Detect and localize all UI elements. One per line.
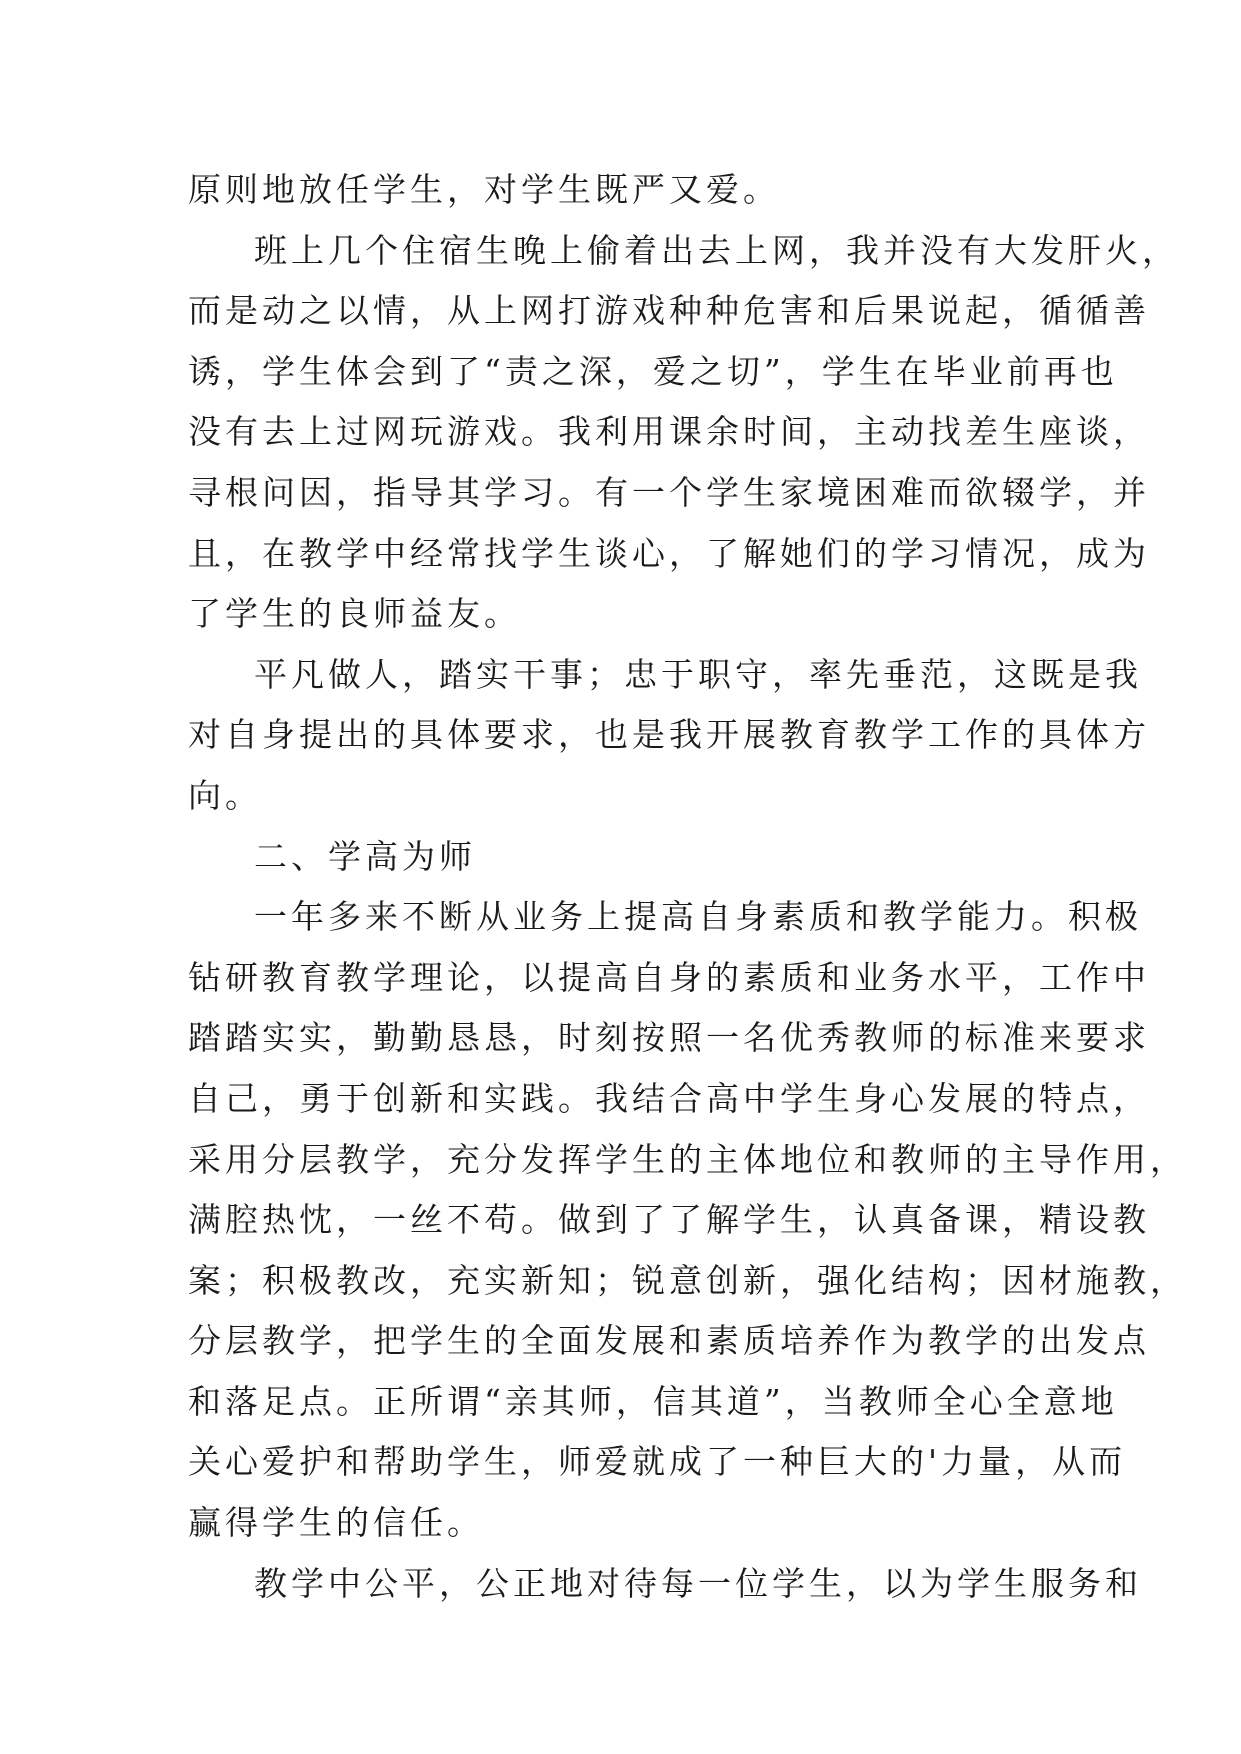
text-line: 寻根问因，指导其学习。有一个学生家境困难而欲辍学，并 [188, 472, 1150, 512]
text-line: 踏踏实实，勤勤恳恳，时刻按照一名优秀教师的标准来要求 [188, 1018, 1150, 1058]
text-line: 向。 [188, 775, 262, 815]
text-line: 二、学高为师 [254, 836, 476, 876]
text-line: 班上几个住宿生晚上偷着出去上网，我并没有大发肝火， [254, 230, 1179, 270]
text-line: 自己，勇于创新和实践。我结合高中学生身心发展的特点， [188, 1078, 1150, 1118]
text-line: 原则地放任学生，对学生既严又爱。 [188, 170, 780, 209]
text-line: 而是动之以情，从上网打游戏种种危害和后果说起，循循善 [188, 291, 1150, 331]
text-line: 和落足点。正所谓“亲其师，信其道”，当教师全心全意地 [188, 1381, 1118, 1421]
text-line: 关心爱护和帮助学生，师爱就成了一种巨大的'力量，从而 [188, 1442, 1127, 1482]
text-line: 诱，学生体会到了“责之深，爱之切”，学生在毕业前再也 [188, 351, 1118, 391]
text-line: 平凡做人，踏实干事；忠于职守，率先垂范，这既是我 [254, 654, 1142, 694]
text-line: 对自身提出的具体要求，也是我开展教育教学工作的具体方 [188, 715, 1150, 755]
text-line: 采用分层教学，充分发挥学生的主体地位和教师的主导作用， [188, 1139, 1187, 1179]
text-line: 分层教学，把学生的全面发展和素质培养作为教学的出发点 [188, 1321, 1150, 1361]
text-line: 案；积极教改，充实新知；锐意创新，强化结构；因材施教， [188, 1260, 1187, 1300]
text-line: 赢得学生的信任。 [188, 1503, 484, 1543]
text-line: 了学生的良师益友。 [188, 594, 521, 634]
text-line: 没有去上过网玩游戏。我利用课余时间，主动找差生座谈， [188, 412, 1150, 452]
text-line: 教学中公平，公正地对待每一位学生，以为学生服务和 [254, 1563, 1142, 1603]
text-line: 满腔热忱，一丝不苟。做到了了解学生，认真备课，精设教 [188, 1200, 1150, 1240]
text-line: 一年多来不断从业务上提高自身素质和教学能力。积极 [254, 897, 1142, 937]
document-body [188, 160, 1187, 1614]
text-line: 钻研教育教学理论，以提高自身的素质和业务水平，工作中 [188, 957, 1150, 997]
text-line: 且，在教学中经常找学生谈心，了解她们的学习情况，成为 [188, 533, 1150, 573]
